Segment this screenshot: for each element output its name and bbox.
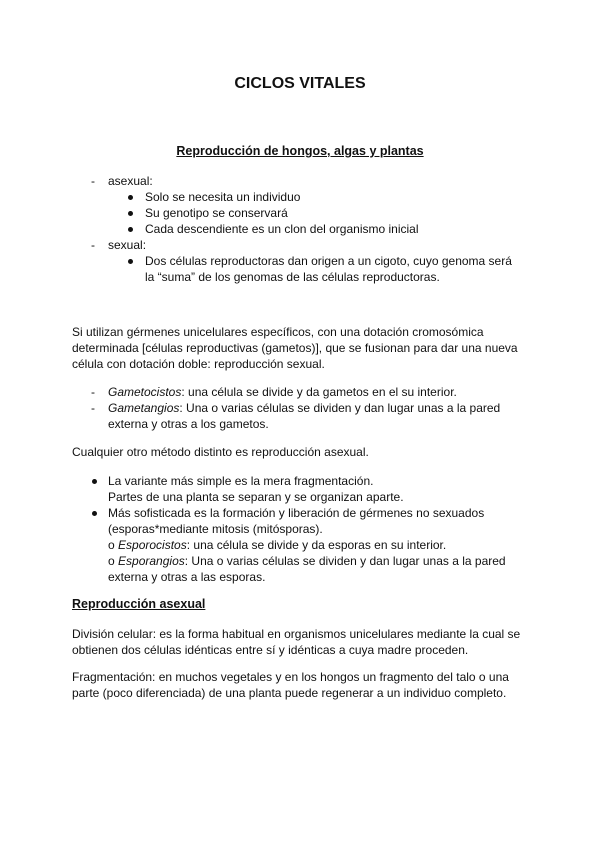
term-esporocistos: Esporocistos bbox=[118, 538, 187, 552]
term-description: : una célula se divide y da esporas en su interior. bbox=[186, 538, 447, 552]
term-esporangios: Esporangios bbox=[118, 554, 185, 568]
term-gametocistos: Gametocistos bbox=[108, 385, 182, 399]
list-item: Más sofisticada es la formación y liberación de gérmenes no sexuados bbox=[108, 506, 485, 520]
paragraph-line: Si utilizan gérmenes unicelulares específicos, con una dotación cromosómica bbox=[72, 325, 484, 339]
dash-marker: - bbox=[91, 401, 95, 415]
paragraph-line: parte (poco diferenciada) de una planta puede regenerar a un individuo completo. bbox=[72, 686, 507, 700]
dash-marker: - bbox=[91, 174, 95, 188]
sexual-label: sexual: bbox=[108, 238, 147, 252]
bullet-icon bbox=[92, 479, 97, 484]
list-item: La variante más simple es la mera fragmentación. bbox=[108, 474, 374, 488]
paragraph-line: célula con dotación doble: reproducción sexual. bbox=[72, 357, 325, 371]
bullet-icon bbox=[128, 211, 133, 216]
paragraph-line: Fragmentación: en muchos vegetales y en los hongos un fragmento del talo o una bbox=[72, 670, 509, 684]
term-description: : Una o varias células se dividen y dan lugar unas a la pared bbox=[179, 401, 501, 415]
o-marker: o bbox=[108, 538, 115, 552]
asexual-label: asexual: bbox=[108, 174, 153, 188]
bullet-icon bbox=[128, 227, 133, 232]
list-item-continuation: Partes de una planta se separan y se organizan aparte. bbox=[108, 490, 404, 504]
paragraph-line: determinada [células reproductivas (gametos)], que se fusionan para dar una nueva bbox=[72, 341, 518, 355]
dash-marker: - bbox=[91, 238, 95, 252]
section-subtitle: Reproducción de hongos, algas y plantas bbox=[176, 144, 424, 158]
list-item-continuation bbox=[108, 553, 506, 569]
paragraph-line: obtienen dos células idénticas entre sí y idénticas a cuya madre proceden. bbox=[72, 643, 469, 657]
o-marker: o bbox=[108, 554, 115, 568]
list-item: Solo se necesita un individuo bbox=[145, 190, 301, 204]
bullet-icon bbox=[128, 195, 133, 200]
term-description: : una célula se divide y da gametos en el su interior. bbox=[181, 385, 457, 399]
dash-marker: - bbox=[91, 385, 95, 399]
list-item bbox=[108, 384, 457, 400]
list-item: Cada descendiente es un clon del organismo inicial bbox=[145, 222, 419, 236]
list-item-continuation: (esporas*mediante mitosis (mitósporas). bbox=[108, 522, 323, 536]
bullet-icon bbox=[128, 259, 133, 264]
term-description: : Una o varias células se dividen y dan lugar unas a la pared bbox=[184, 554, 506, 568]
term-gametangios: Gametangios bbox=[108, 401, 180, 415]
list-item-continuation: la “suma” de los genomas de las células reproductoras. bbox=[145, 270, 440, 284]
bullet-icon bbox=[92, 511, 97, 516]
page-title: CICLOS VITALES bbox=[234, 75, 366, 92]
list-item: Dos células reproductoras dan origen a un cigoto, cuyo genoma será bbox=[145, 254, 512, 268]
section-heading: Reproducción asexual bbox=[72, 597, 206, 611]
paragraph-line: Cualquier otro método distinto es reproducción asexual. bbox=[72, 445, 369, 459]
list-item: Su genotipo se conservará bbox=[145, 206, 288, 220]
list-item-continuation bbox=[108, 537, 446, 553]
list-item-continuation: externa y otras a las esporas. bbox=[108, 570, 266, 584]
list-item-continuation: externa y otras a los gametos. bbox=[108, 417, 269, 431]
list-item bbox=[108, 400, 500, 416]
paragraph-line: División celular: es la forma habitual en organismos unicelulares mediante la cual se bbox=[72, 627, 521, 641]
